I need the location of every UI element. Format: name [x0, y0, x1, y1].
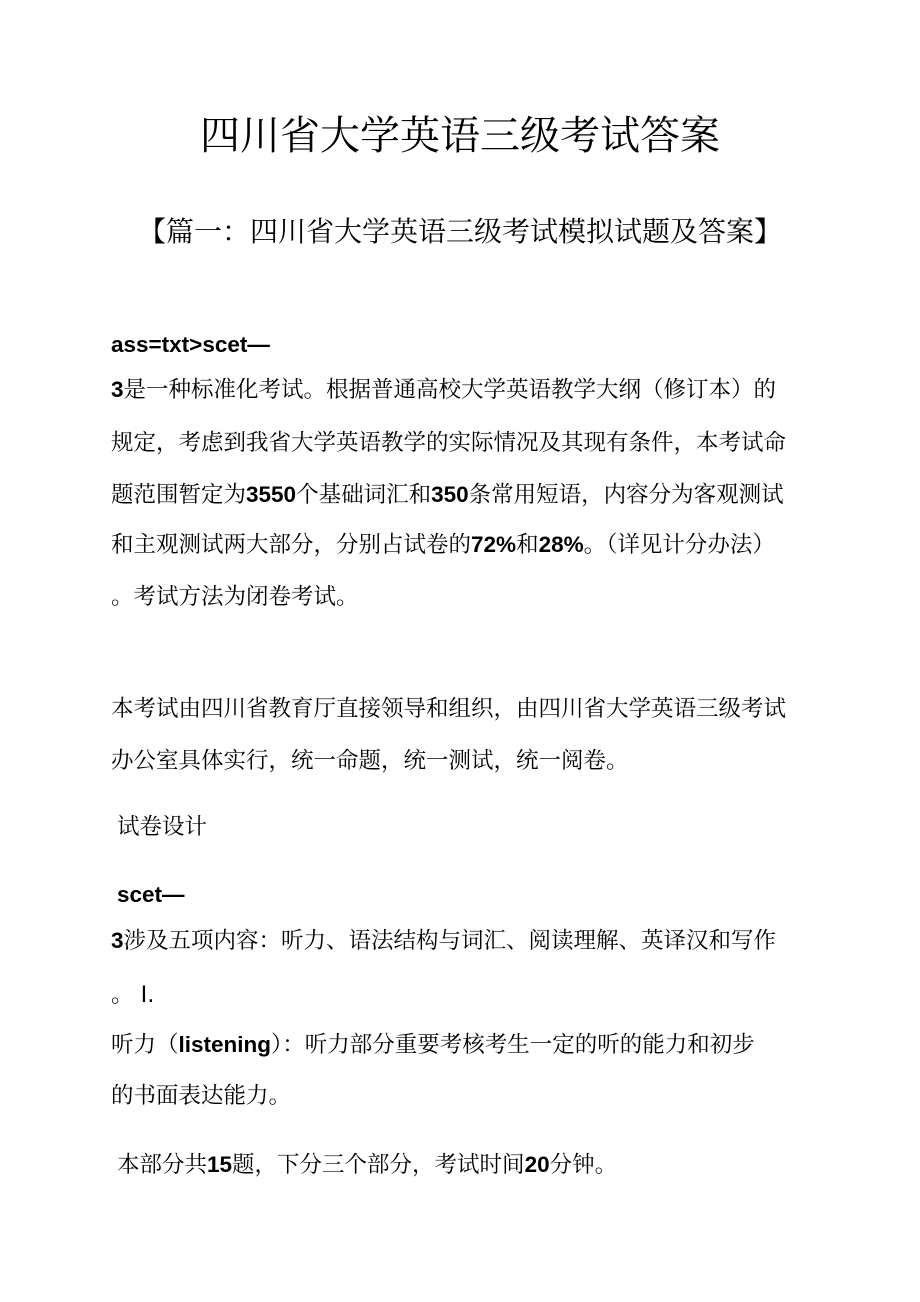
- document-subtitle: 【篇一：四川省大学英语三级考试模拟试题及答案】: [137, 215, 782, 248]
- text-run: 3: [111, 377, 124, 402]
- text-run: 15: [207, 1152, 233, 1177]
- text-line: [111, 480, 784, 510]
- text-line: [111, 746, 629, 776]
- text-run: 20: [524, 1152, 550, 1177]
- text-line: [111, 1030, 755, 1060]
- text-run: 听力（: [111, 1032, 179, 1058]
- text-line: [111, 694, 786, 724]
- text-run: 的书面表达能力。: [111, 1083, 292, 1109]
- text-run: ）：听力部分重要考核考生一定的听的能力和初步: [271, 1032, 755, 1058]
- section-heading-paper-design: [117, 812, 207, 842]
- text-run: 个基础词汇和: [296, 482, 432, 508]
- text-line: [111, 980, 154, 1010]
- text-line: [111, 926, 776, 956]
- text-run: 和主观测试两大部分，分别占试卷的: [111, 532, 472, 558]
- text-run: 试卷设计: [117, 814, 208, 840]
- text-run: 72%: [471, 532, 517, 557]
- text-line: [111, 428, 786, 458]
- text-run: 办公室具体实行，统一命题，统一测试，统一阅卷。: [111, 748, 629, 774]
- text-run: 规定，考虑到我省大学英语教学的实际情况及其现有条件，本考试命: [111, 430, 787, 456]
- text-line: [111, 582, 359, 612]
- text-run: ass=txt>scet—: [111, 332, 270, 357]
- text-run: scet—: [117, 882, 185, 907]
- text-run: 本考试由四川省教育厅直接领导和组织，由四川省大学英语三级考试: [111, 696, 787, 722]
- text-run: 。考试方法为闭卷考试。: [111, 584, 359, 610]
- text-line-header-2: [117, 880, 185, 910]
- text-run: 3: [111, 928, 124, 953]
- text-line-header-1: [111, 330, 270, 360]
- text-line: [111, 530, 775, 560]
- text-line: [111, 375, 776, 405]
- text-run: 分钟。: [549, 1152, 618, 1178]
- text-line: [117, 1150, 617, 1180]
- text-run: 条常用短语，内容分为客观测试: [468, 482, 784, 508]
- document-title: 四川省大学英语三级考试答案: [200, 113, 720, 159]
- text-run: 题范围暂定为: [111, 482, 247, 508]
- text-run: 28%: [538, 532, 584, 557]
- text-run: 涉及五项内容：听力、语法结构与词汇、阅读理解、英译汉和写作: [123, 928, 777, 954]
- text-run: 本部分共: [117, 1152, 208, 1178]
- text-run: 。 Ⅰ.: [111, 982, 155, 1008]
- text-run: 和: [516, 532, 539, 558]
- text-run: 题，下分三个部分，考试时间: [232, 1152, 525, 1178]
- text-run: 3550: [246, 482, 297, 507]
- text-line: [111, 1081, 291, 1111]
- text-run: 是一种标准化考试。根据普通高校大学英语教学大纲（修订本）的: [123, 377, 777, 403]
- text-run: listening: [178, 1032, 272, 1057]
- text-run: 。（详见计分办法）: [583, 532, 775, 558]
- text-run: 350: [431, 482, 469, 507]
